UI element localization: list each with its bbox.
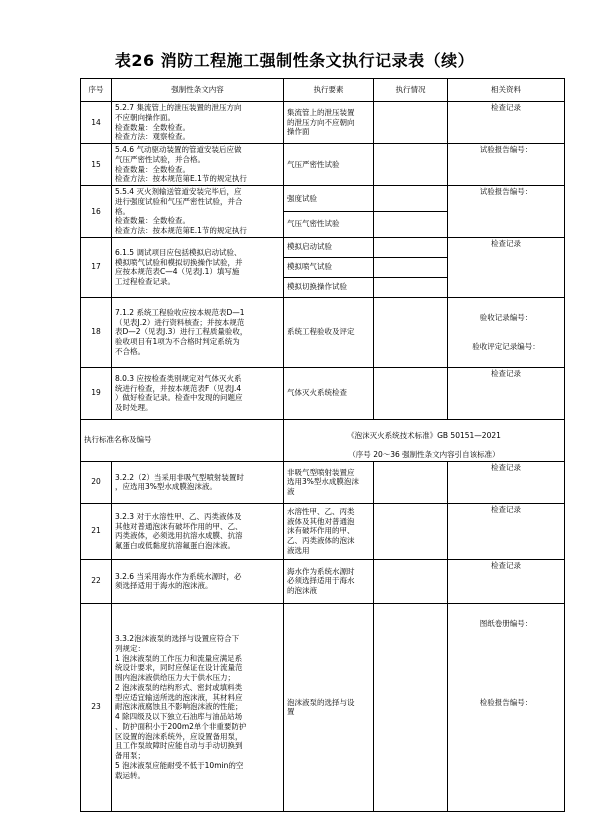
- row-number: 18: [81, 297, 112, 367]
- row-requirement: 水溶性甲、乙、丙类 液体及其他对普通泡 沫有破坏作用的甲、 乙、丙类液体的泡沫 液选用: [284, 503, 374, 559]
- row-status[interactable]: [374, 102, 448, 144]
- row-number: 19: [81, 367, 112, 419]
- header-status: 执行情况: [374, 79, 448, 102]
- row-requirement: 集流管上的泄压装置 的泄压方向不应朝向 操作面: [284, 102, 374, 144]
- row-number: 23: [81, 603, 112, 811]
- row-content: 3.2.3 对于水溶性甲、乙、丙类液体及 其他对普通泡沫有破坏作用的甲、乙、 丙类液体，必须选用抗溶水成膜、抗溶 氟蛋白或低黏度抗溶氟蛋白泡沫液。: [112, 503, 284, 559]
- table-row: [81, 237, 565, 257]
- standard-name: [284, 419, 565, 461]
- inspection-report-label: 检验报告编号：: [479, 698, 533, 707]
- row-requirement: 海水作为系统水源时 必须选择适用于海水 的泡沫液: [284, 559, 374, 603]
- table-row: [81, 461, 565, 503]
- row-content: 5.5.4 灭火剂输送管道安装完毕后，应 进行强度试验和气压严密性试验，并合 格。 检查数量：全数检查。 检查方法：按本规范第E.1节的规定执行: [112, 186, 284, 238]
- header-row: [81, 79, 565, 102]
- row-status[interactable]: [374, 503, 448, 559]
- standard-row: [81, 419, 565, 461]
- evaluation-record-label: 验收评定记录编号：: [472, 342, 540, 351]
- row-content: 3.2.6 当采用海水作为系统水源时，必 须选择适用于海水的泡沫液。: [112, 559, 284, 603]
- standard-label: 执行标准名称及编号: [81, 419, 284, 461]
- table-row: [81, 603, 565, 811]
- row-number: 15: [81, 144, 112, 186]
- row-status[interactable]: [374, 603, 448, 811]
- header-requirement: 执行要素: [284, 79, 374, 102]
- row-number: 20: [81, 461, 112, 503]
- row-requirement: 系统工程验收及评定: [284, 297, 374, 367]
- row-status[interactable]: [374, 277, 448, 297]
- row-status[interactable]: [374, 559, 448, 603]
- standard-scope: （序号 20～36 强制性条文内容引自该标准）: [348, 450, 500, 459]
- row-requirement: 模拟喷气试验: [284, 257, 374, 277]
- record-table: [80, 78, 565, 812]
- row-reference: 检查记录: [448, 102, 565, 144]
- row-reference: 检查记录: [448, 461, 565, 503]
- row-content: 7.1.2 系统工程验收应按本规范表D—1 （见表J.2）进行资料核查；并按本规范 表D—2（见表J.3）进行工程质量验收， 验收项目有1项为不合格时判定系统为 不合格。: [112, 297, 284, 367]
- header-no: 序号: [81, 79, 112, 102]
- header-content: 强制性条文内容: [112, 79, 284, 102]
- row-status[interactable]: [374, 237, 448, 257]
- row-status[interactable]: [374, 211, 448, 237]
- header-reference: 相关资料: [448, 79, 565, 102]
- row-number: 17: [81, 237, 112, 297]
- row-requirement: 气压气密性试验: [284, 211, 374, 237]
- row-number: 22: [81, 559, 112, 603]
- table-row: [81, 297, 565, 367]
- row-content: 3.2.2（2）当采用非吸气型喷射装置时 ，应选用3%型水成膜泡沫液。: [112, 461, 284, 503]
- row-requirement: 模拟启动试验: [284, 237, 374, 257]
- table-row: [81, 102, 565, 144]
- row-status[interactable]: [374, 257, 448, 277]
- row-reference: [448, 603, 565, 811]
- row-reference: 试验报告编号：: [448, 144, 565, 186]
- table-row: [81, 559, 565, 603]
- row-requirement: 强度试验: [284, 186, 374, 212]
- row-status[interactable]: [374, 186, 448, 212]
- row-reference: 检查记录: [448, 367, 565, 419]
- row-status[interactable]: [374, 461, 448, 503]
- drawing-volume-label: 图纸卷册编号：: [479, 618, 533, 628]
- row-status[interactable]: [374, 144, 448, 186]
- acceptance-record-label: 验收记录编号：: [479, 312, 533, 322]
- row-requirement: 模拟切换操作试验: [284, 277, 374, 297]
- row-content: 6.1.5 调试项目应包括模拟启动试验、 模拟喷气试验和模拟切换操作试验，并 应按本规范表C—4（见表J.1）填写施 工过程检查记录。: [112, 237, 284, 297]
- row-reference: 检查记录: [448, 559, 565, 603]
- row-status[interactable]: [374, 297, 448, 367]
- row-number: 16: [81, 186, 112, 238]
- row-requirement: 泡沫液泵的选择与设 置: [284, 603, 374, 811]
- row-content: 5.2.7 集流管上的泄压装置的泄压方向 不应朝向操作面。 检查数量：全数检查。 检查方法：观察检查。: [112, 102, 284, 144]
- table-row: [81, 503, 565, 559]
- row-number: 14: [81, 102, 112, 144]
- row-content: 5.4.6 气动驱动装置的管道安装后应做 气压严密性试验，并合格。 检查数量：全数检查。 检查方法：按本规范第E.1节的规定执行: [112, 144, 284, 186]
- table-row: [81, 186, 565, 212]
- row-reference: 检查记录: [448, 237, 565, 297]
- standard-title: 《泡沫灭火系统技术标准》GB 50151—2021: [347, 430, 501, 440]
- row-number: 21: [81, 503, 112, 559]
- row-content: 3.3.2泡沫液泵的选择与设置应符合下 列规定： 1 泡沫液泵的工作压力和流量应满足系 统设计要求，同时应保证在设计流量范 围内泡沫液供给压力大于供水压力； 2 泡沫液泵的结构形式、密封或填料类 型应适宜输送所选的泡沫液，其材料应 耐泡沫液腐蚀且不影响泡沫液的性能； 4 除四级及以下独立石油库与油品站场 、防护面积小于200m2单个非重要防护 区设置的泡沫系统外，应设置备用泵， 且工作泵故障时应能自动与手动切换到 备用泵； 5 泡沫液泵应能耐受不低于10min的空 载运转。: [112, 603, 284, 811]
- row-reference: [448, 297, 565, 367]
- row-reference: 试验报告编号：: [448, 186, 565, 238]
- table-row: [81, 367, 565, 419]
- row-reference: 检查记录: [448, 503, 565, 559]
- row-requirement: 气体灭火系统检查: [284, 367, 374, 419]
- row-content: 8.0.3 应按检查类别规定对气体灭火系 统进行检查，并按本规范表F（见表J.4 ）做好检查记录。检查中发现的问题应 及时处理。: [112, 367, 284, 419]
- table-row: [81, 144, 565, 186]
- row-requirement: 非吸气型喷射装置应 选用3%型水成膜泡沫 液: [284, 461, 374, 503]
- page-title: 表26 消防工程施工强制性条文执行记录表（续）: [114, 51, 475, 70]
- row-status[interactable]: [374, 367, 448, 419]
- row-requirement: 气压严密性试验: [284, 144, 374, 186]
